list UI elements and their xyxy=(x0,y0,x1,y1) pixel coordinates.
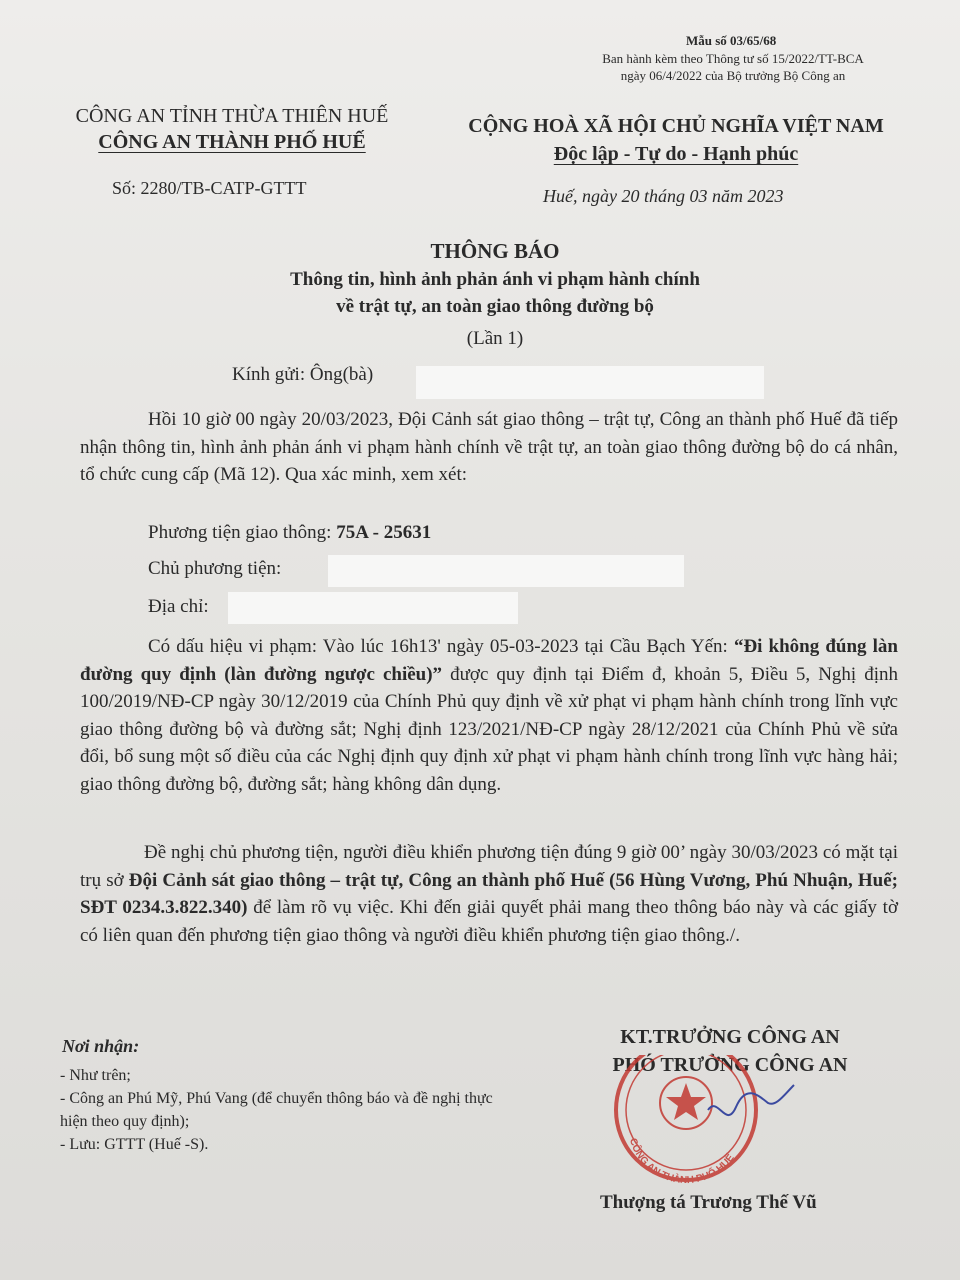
org-parent: CÔNG AN TỈNH THỪA THIÊN HUẾ xyxy=(75,105,389,127)
violation-rest: được quy định tại Điểm đ, khoản 5, Điều 5, Nghị định 100/2019/NĐ-CP ngày 30/12/2019 của Chính Phủ quy định về xử phạt vi phạm hành chính trong lĩnh vực giao thông đường bộ và đường sắt; Nghị định 123/2021/NĐ-CP ngày 28/12/2021 của Chính Phủ về sửa đổi, bổ sung một số điều của các Nghị định quy định xử phạt vi phạm hành chính trong lĩnh vực hàng hải; giao thông đường bộ, đường sắt; hàng không dân dụng. xyxy=(80,663,898,795)
signature-line-1: KT.TRƯỞNG CÔNG AN xyxy=(620,1026,840,1048)
national-motto: Độc lập - Tự do - Hạnh phúc xyxy=(553,143,799,165)
owner-label: Chủ phương tiện: xyxy=(148,558,282,579)
form-number: Mẫu số 03/65/68 xyxy=(686,33,777,48)
recipient-item: - Như trên; xyxy=(60,1067,131,1084)
signer-name: Thượng tá Trương Thế Vũ xyxy=(600,1192,817,1213)
national-header xyxy=(446,112,906,168)
recipient-label: Kính gửi: Ông(bà) xyxy=(232,364,374,385)
document-date: Huế, ngày 20 tháng 03 năm 2023 xyxy=(543,186,784,206)
recipients-label: Nơi nhận: xyxy=(62,1036,140,1056)
document-title: THÔNG BÁO xyxy=(430,239,560,263)
stamp-star xyxy=(666,1083,706,1120)
redacted-address xyxy=(228,592,518,624)
document-number: Số: 2280/TB-CATP-GTTT xyxy=(112,178,307,198)
document-title-block xyxy=(150,236,840,354)
signature-line-2: PHÓ TRƯỞNG CÔNG AN xyxy=(612,1054,848,1076)
recipient-item: - Công an Phú Mỹ, Phú Vang (để chuyển thông báo và đề nghị thực hiện theo quy định); xyxy=(60,1090,493,1130)
request-prefix: Đề nghị chủ phương tiện, người điều khiển phương tiện đúng 9 giờ 00’ ngày 30/03/2023 có mặt tại trụ sở xyxy=(80,842,898,891)
request-paragraph xyxy=(80,839,898,949)
document-round: (Lần 1) xyxy=(466,328,524,349)
intro-paragraph: Hồi 10 giờ 00 ngày 20/03/2023, Đội Cảnh sát giao thông – trật tự, Công an thành phố Huế đã tiếp nhận thông tin, hình ảnh phản ánh vi phạm hành chính về trật tự, an toàn giao thông đường bộ do cá nhân, tổ chức cung cấp (Mã 12). Qua xác minh, xem xét: xyxy=(80,409,898,485)
redacted-owner-name xyxy=(328,555,684,587)
form-reference xyxy=(583,50,883,84)
stamp-text: CÔNG AN THÀNH PHỐ HUẾ xyxy=(626,1136,737,1185)
violation-prefix: Có dấu hiệu vi phạm: Vào lúc 16h13' ngày 05-03-2023 tại Cầu Bạch Yến: xyxy=(148,636,728,657)
recipients-list xyxy=(60,1064,520,1156)
vehicle-label: Phương tiện giao thông: xyxy=(148,522,332,543)
form-issued-with: Ban hành kèm theo Thông tư số 15/2022/TT-BCA xyxy=(602,51,864,66)
request-place: Đội Cảnh sát giao thông – trật tự, Công an thành phố Huế (56 Hùng Vương, Phú Nhuận, Huế; SĐT 0234.3.822.340) xyxy=(80,869,898,918)
official-stamp xyxy=(598,1055,798,1185)
recipient-item: - Lưu: GTTT (Huế -S). xyxy=(60,1136,209,1153)
form-issued-date: ngày 06/4/2022 của Bộ trưởng Bộ Công an xyxy=(620,68,846,83)
issuing-authority xyxy=(52,103,412,155)
vehicle-line xyxy=(148,522,431,544)
nation-title: CỘNG HOÀ XÃ HỘI CHỦ NGHĨA VIỆT NAM xyxy=(468,115,884,137)
redacted-recipient-name xyxy=(416,366,764,399)
document-subtitle-2: về trật tự, an toàn giao thông đường bộ xyxy=(336,296,654,317)
violation-name: “Đi không đúng làn đường quy định (làn đường ngược chiều)” xyxy=(80,636,898,685)
org-name: CÔNG AN THÀNH PHỐ HUẾ xyxy=(98,131,366,153)
violation-paragraph xyxy=(80,633,898,798)
request-rest: để làm rõ vụ việc. Khi đến giải quyết phải mang theo thông báo này và các giấy tờ có liên quan đến phương tiện giao thông và người điều khiển phương tiện giao thông./. xyxy=(80,897,898,946)
document-subtitle-1: Thông tin, hình ảnh phản ánh vi phạm hành chính xyxy=(290,269,700,290)
vehicle-plate: 75A - 25631 xyxy=(336,522,432,543)
address-label: Địa chỉ: xyxy=(148,596,209,617)
